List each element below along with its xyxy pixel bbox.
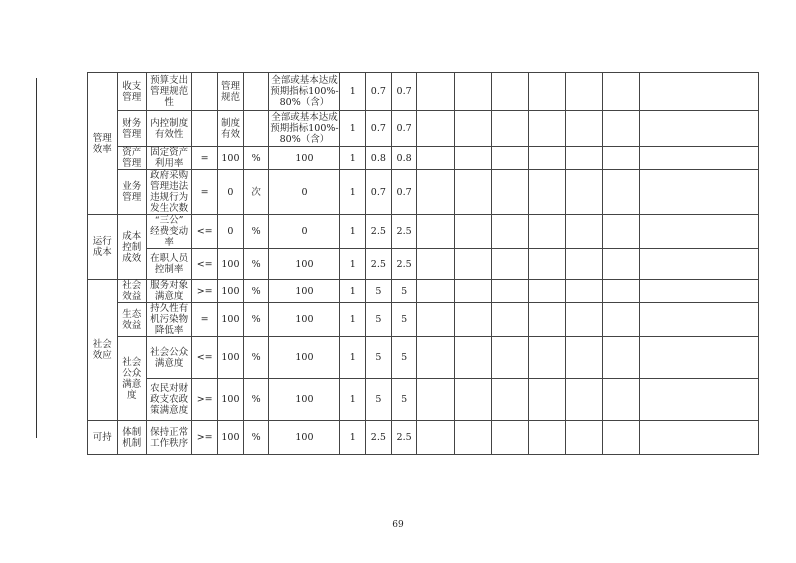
empty-cell: [417, 280, 454, 303]
empty-cell: [602, 170, 639, 215]
cell-c1: 可持: [88, 421, 118, 455]
empty-cell: [639, 303, 758, 337]
empty-cell: [454, 379, 491, 421]
empty-cell: [491, 337, 528, 379]
cell-c9: 5: [365, 379, 391, 421]
cell-c3: 保持正常 工作秩序: [147, 421, 192, 455]
empty-cell: [454, 147, 491, 170]
empty-cell: [491, 280, 528, 303]
empty-cell: [602, 421, 639, 455]
empty-cell: [565, 73, 602, 111]
empty-cell: [565, 215, 602, 249]
empty-cell: [491, 170, 528, 215]
cell-c8: 1: [340, 280, 366, 303]
empty-cell: [565, 337, 602, 379]
cell-c2: 收支 管理: [117, 73, 147, 111]
empty-cell: [528, 249, 565, 280]
cell-c7: 0: [269, 215, 340, 249]
empty-cell: [417, 147, 454, 170]
empty-cell: [454, 421, 491, 455]
cell-c10: 2.5: [391, 249, 417, 280]
cell-c10: 2.5: [391, 421, 417, 455]
empty-cell: [528, 379, 565, 421]
cell-c8: 1: [340, 421, 366, 455]
cell-c10: 0.7: [391, 170, 417, 215]
cell-c1: 社会 效应: [88, 280, 118, 421]
cell-c5: 100: [218, 379, 244, 421]
empty-cell: [565, 249, 602, 280]
empty-cell: [602, 111, 639, 147]
cell-c6: %: [243, 421, 269, 455]
left-margin-line: [36, 78, 37, 438]
cell-c7: 100: [269, 303, 340, 337]
cell-c4: =: [192, 170, 218, 215]
table-row: [88, 73, 759, 111]
cell-c7: 100: [269, 147, 340, 170]
empty-cell: [565, 421, 602, 455]
cell-c9: 5: [365, 337, 391, 379]
empty-cell: [528, 337, 565, 379]
empty-cell: [454, 170, 491, 215]
empty-cell: [602, 147, 639, 170]
table-row: [88, 170, 759, 215]
empty-cell: [454, 337, 491, 379]
empty-cell: [417, 421, 454, 455]
empty-cell: [565, 147, 602, 170]
cell-c2: 社会 公众 满意 度: [117, 337, 147, 421]
empty-cell: [528, 303, 565, 337]
cell-c5: 制度 有效: [218, 111, 244, 147]
cell-c1: 运行 成本: [88, 215, 118, 280]
table-row: [88, 421, 759, 455]
empty-cell: [602, 337, 639, 379]
cell-c7: 全部或基本达成 预期指标100%- 80%（含）: [270, 112, 339, 145]
cell-c4: >=: [192, 379, 218, 421]
cell-c9: 0.8: [365, 147, 391, 170]
cell-c8: 1: [340, 337, 366, 379]
cell-c4: >=: [192, 421, 218, 455]
empty-cell: [528, 421, 565, 455]
empty-cell: [417, 73, 454, 111]
empty-cell: [602, 73, 639, 111]
cell-c8: 1: [340, 170, 366, 215]
empty-cell: [602, 215, 639, 249]
cell-c2: 成本 控制 成效: [117, 215, 147, 280]
cell-c10: 0.8: [391, 147, 417, 170]
empty-cell: [491, 111, 528, 147]
empty-cell: [639, 337, 758, 379]
cell-c9: 0.7: [365, 73, 391, 111]
cell-c9: 2.5: [365, 215, 391, 249]
cell-c8: 1: [340, 249, 366, 280]
empty-cell: [491, 73, 528, 111]
empty-cell: [417, 249, 454, 280]
empty-cell: [491, 249, 528, 280]
cell-c3: 持久性有 机污染物 降低率: [147, 303, 192, 337]
cell-c4: <=: [192, 249, 218, 280]
cell-c4: [192, 111, 218, 147]
cell-c10: 5: [391, 303, 417, 337]
empty-cell: [565, 379, 602, 421]
empty-cell: [454, 249, 491, 280]
cell-c4: <=: [192, 215, 218, 249]
cell-c8: 1: [340, 111, 366, 147]
cell-c10: 5: [391, 280, 417, 303]
empty-cell: [639, 147, 758, 170]
empty-cell: [528, 215, 565, 249]
empty-cell: [528, 170, 565, 215]
cell-c4: =: [192, 147, 218, 170]
table-clip: [87, 75, 759, 449]
empty-cell: [417, 303, 454, 337]
empty-cell: [417, 337, 454, 379]
performance-table: [87, 72, 759, 455]
empty-cell: [565, 170, 602, 215]
empty-cell: [639, 280, 758, 303]
page-number: 69: [392, 520, 404, 530]
cell-c5: 0: [218, 170, 244, 215]
cell-c6: %: [243, 249, 269, 280]
cell-c2: 体制 机制: [117, 421, 147, 455]
cell-c2: 社会 效益: [117, 280, 147, 303]
cell-c6: %: [243, 303, 269, 337]
empty-cell: [528, 111, 565, 147]
cell-c6: %: [243, 147, 269, 170]
empty-cell: [639, 111, 758, 147]
empty-cell: [639, 249, 758, 280]
table-row: [88, 147, 759, 170]
empty-cell: [528, 280, 565, 303]
cell-c4: <=: [192, 337, 218, 379]
cell-c5: 100: [218, 303, 244, 337]
cell-c2: 生态 效益: [117, 303, 147, 337]
empty-cell: [417, 215, 454, 249]
empty-cell: [491, 147, 528, 170]
cell-c4: [192, 73, 218, 111]
cell-c6: %: [243, 379, 269, 421]
cell-c6: [243, 73, 269, 111]
empty-cell: [639, 215, 758, 249]
cell-c3: 农民对财 政支农政 策满意度: [147, 379, 192, 421]
cell-c3: 服务对象 满意度: [147, 280, 192, 303]
empty-cell: [491, 215, 528, 249]
cell-c3: 固定资产 利用率: [147, 147, 192, 170]
cell-c3: “三公” 经费变动 率: [147, 215, 192, 249]
cell-c5: 100: [218, 147, 244, 170]
cell-c10: 5: [391, 337, 417, 379]
cell-c1: 管理 效率: [88, 73, 118, 215]
cell-c3: 在职人员 控制率: [147, 249, 192, 280]
empty-cell: [417, 170, 454, 215]
cell-c10: 0.7: [391, 73, 417, 111]
cell-c4: >=: [192, 280, 218, 303]
table-row: [88, 111, 759, 147]
cell-c2: 资产 管理: [117, 147, 147, 170]
empty-cell: [454, 111, 491, 147]
cell-c9: 5: [365, 303, 391, 337]
empty-cell: [454, 303, 491, 337]
table-row: [88, 379, 759, 421]
empty-cell: [602, 280, 639, 303]
cell-c7: 100: [269, 379, 340, 421]
cell-c8: 1: [340, 303, 366, 337]
cell-c3: 政府采购 管理违法 违规行为 发生次数: [147, 170, 192, 215]
empty-cell: [417, 111, 454, 147]
empty-cell: [639, 421, 758, 455]
cell-c9: 0.7: [365, 170, 391, 215]
cell-c8: 1: [340, 73, 366, 111]
cell-c7: 100: [269, 337, 340, 379]
cell-c10: 2.5: [391, 215, 417, 249]
cell-c5: 0: [218, 215, 244, 249]
cell-c5: 100: [218, 280, 244, 303]
cell-c8: 1: [340, 215, 366, 249]
cell-c6: %: [243, 215, 269, 249]
empty-cell: [602, 379, 639, 421]
cell-c4: =: [192, 303, 218, 337]
table-row: [88, 303, 759, 337]
cell-c9: 0.7: [365, 111, 391, 147]
cell-c9: 5: [365, 280, 391, 303]
cell-c3: 内控制度 有效性: [147, 111, 192, 147]
cell-c6: %: [243, 337, 269, 379]
empty-cell: [491, 421, 528, 455]
empty-cell: [602, 303, 639, 337]
empty-cell: [454, 73, 491, 111]
cell-c10: 5: [391, 379, 417, 421]
cell-c7: 100: [269, 249, 340, 280]
empty-cell: [491, 303, 528, 337]
empty-cell: [528, 73, 565, 111]
cell-c6: [243, 111, 269, 147]
cell-c8: 1: [340, 379, 366, 421]
cell-c3: 预算支出 管理规范 性: [147, 73, 192, 111]
cell-c7: 全部或基本达成 预期指标100%- 80%（含）: [269, 73, 340, 111]
table-row: [88, 249, 759, 280]
empty-cell: [639, 73, 758, 111]
table-row: [88, 215, 759, 249]
cell-c9: 2.5: [365, 249, 391, 280]
table-body: [88, 73, 759, 455]
empty-cell: [528, 147, 565, 170]
empty-cell: [565, 280, 602, 303]
table-row: [88, 337, 759, 379]
cell-c2: 业务 管理: [117, 170, 147, 215]
cell-c5: 100: [218, 337, 244, 379]
empty-cell: [639, 170, 758, 215]
empty-cell: [454, 280, 491, 303]
empty-cell: [602, 249, 639, 280]
empty-cell: [639, 379, 758, 421]
cell-c5: 管理 规范: [218, 73, 244, 111]
empty-cell: [565, 303, 602, 337]
empty-cell: [417, 379, 454, 421]
cell-c7: 100: [269, 421, 340, 455]
empty-cell: [491, 379, 528, 421]
table-row: [88, 280, 759, 303]
cell-c2: 财务 管理: [117, 111, 147, 147]
cell-c7: 100: [269, 280, 340, 303]
cell-c10: 0.7: [391, 111, 417, 147]
empty-cell: [565, 111, 602, 147]
cell-c7: 0: [269, 170, 340, 215]
cell-c5: 100: [218, 421, 244, 455]
cell-c9: 2.5: [365, 421, 391, 455]
cell-c8: 1: [340, 147, 366, 170]
empty-cell: [454, 215, 491, 249]
cell-c6: %: [243, 280, 269, 303]
cell-c3: 社会公众 满意度: [147, 337, 192, 379]
cell-c6: 次: [243, 170, 269, 215]
cell-c5: 100: [218, 249, 244, 280]
